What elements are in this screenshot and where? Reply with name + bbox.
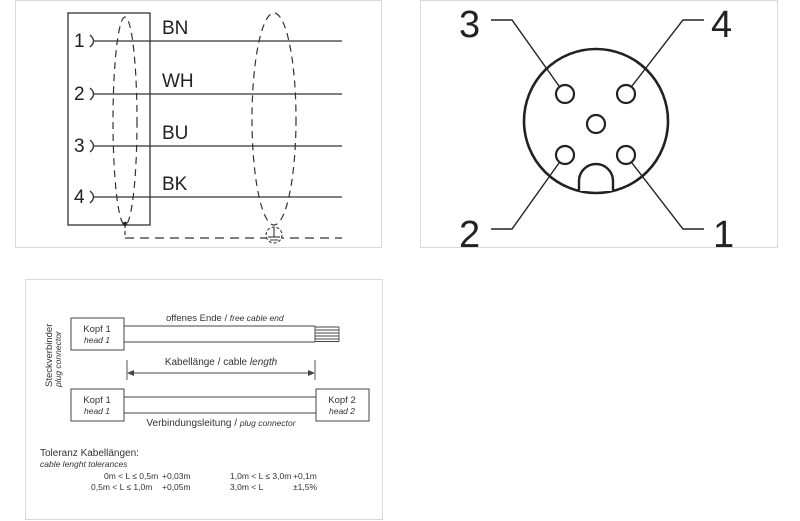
socket-contact-1	[90, 35, 94, 47]
leader-line-2	[491, 163, 559, 229]
tolerance-value-1: +0,03m	[162, 471, 191, 481]
tolerance-range-1: 0m < L ≤ 0,5m	[104, 471, 159, 481]
wire-color-4: BK	[162, 174, 188, 195]
cable-diagram-panel	[25, 279, 383, 520]
tolerance-value-4: ±1,5%	[293, 482, 318, 492]
tolerance-range-3: 1,0m < L ≤ 3,0m	[230, 471, 292, 481]
dimension-arrow-right-icon	[308, 370, 315, 376]
pin-number-2: 2	[459, 214, 481, 249]
bottom-right-head-label: Kopf 2	[328, 395, 356, 406]
pin-3-contact	[556, 85, 574, 103]
wire-color-3: BU	[162, 123, 189, 144]
pin-layout-diagram	[421, 1, 779, 249]
top-head-label-en: head 1	[84, 335, 110, 345]
pin-layout-panel	[420, 0, 778, 248]
pin-number-4: 4	[711, 4, 733, 46]
bottom-right-head-label-en: head 2	[329, 406, 355, 416]
bottom-left-head-label: Kopf 1	[83, 395, 111, 406]
leader-line-3	[491, 20, 559, 86]
coding-key-notch	[579, 164, 613, 191]
dimension-arrow-left-icon	[127, 370, 134, 376]
shield-ellipse-connector	[113, 17, 137, 225]
pin-2-contact	[556, 146, 574, 164]
side-label-de: Steckverbinder	[44, 323, 55, 387]
leader-line-1	[632, 163, 704, 229]
tolerance-value-2: +0,05m	[162, 482, 191, 492]
wiring-diagram-panel	[15, 0, 382, 248]
connection-cable-label: Verbindungsleitung / plug connector	[146, 418, 296, 429]
shield-ellipse-cable	[252, 13, 296, 225]
pin-label-4: 4	[74, 187, 85, 208]
tolerance-title: Toleranz Kabellängen:	[40, 448, 139, 459]
tolerance-range-2: 0,5m < L ≤ 1,0m	[91, 482, 153, 492]
free-end-label: offenes Ende / free cable end	[166, 313, 284, 324]
cable-diagram	[26, 280, 384, 521]
pin-1-contact	[617, 146, 635, 164]
tolerance-range-4: 3,0m < L	[230, 482, 264, 492]
leader-line-4	[632, 20, 704, 86]
pin-4-contact	[617, 85, 635, 103]
cable-length-label: Kabellänge / cable length	[164, 357, 278, 368]
pin-center-contact	[587, 115, 605, 133]
pin-label-1: 1	[74, 31, 85, 52]
tolerance-value-3: +0,1m	[293, 471, 317, 481]
wire-color-1: BN	[162, 18, 189, 39]
wire-color-2: WH	[162, 71, 194, 92]
socket-contact-4	[90, 191, 94, 203]
pin-number-3: 3	[459, 4, 481, 46]
pin-label-3: 3	[74, 136, 85, 157]
pin-label-2: 2	[74, 84, 85, 105]
free-cable-strands	[315, 326, 339, 342]
ground-icon	[266, 227, 282, 243]
side-label-en: plug connector	[53, 331, 63, 387]
pin-number-1: 1	[713, 214, 735, 249]
top-head-label: Kopf 1	[83, 324, 111, 335]
tolerance-subtitle: cable lenght tolerances	[40, 459, 128, 469]
socket-contact-2	[90, 88, 94, 100]
bottom-left-head-label-en: head 1	[84, 406, 110, 416]
wiring-diagram	[16, 1, 383, 249]
socket-contact-3	[90, 140, 94, 152]
